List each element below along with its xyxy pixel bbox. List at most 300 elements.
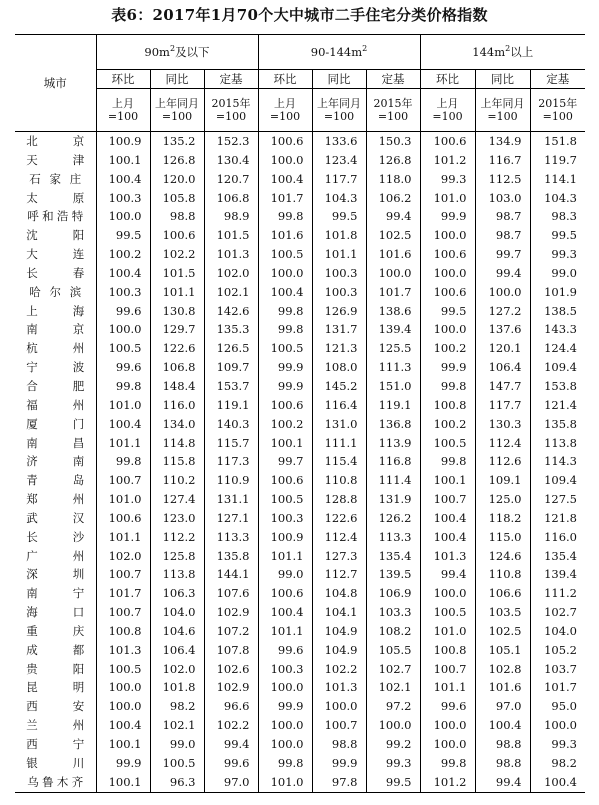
value-cell: 135.8 bbox=[530, 415, 585, 434]
subheader-2-0: 环比 bbox=[420, 70, 475, 89]
value-cell: 115.7 bbox=[204, 434, 258, 453]
value-cell: 139.4 bbox=[530, 565, 585, 584]
value-cell: 113.3 bbox=[366, 528, 420, 547]
value-cell: 111.2 bbox=[530, 584, 585, 603]
value-cell: 99.3 bbox=[420, 170, 475, 189]
value-cell: 100.0 bbox=[96, 697, 150, 716]
value-cell: 138.6 bbox=[366, 302, 420, 321]
table-title: 表6：2017年1月70个大中城市二手住宅分类价格指数 bbox=[111, 6, 488, 24]
table-row bbox=[15, 151, 585, 170]
value-cell: 100.1 bbox=[96, 735, 150, 754]
value-cell: 100.6 bbox=[258, 471, 312, 490]
value-cell: 100.0 bbox=[420, 264, 475, 283]
city-cell bbox=[15, 584, 96, 603]
value-cell: 100.4 bbox=[96, 716, 150, 735]
value-cell: 102.6 bbox=[204, 660, 258, 679]
value-cell: 99.9 bbox=[258, 358, 312, 377]
value-cell: 124.6 bbox=[475, 547, 530, 566]
value-cell: 101.1 bbox=[150, 283, 204, 302]
base-header-1-1: 上年同月 =100 bbox=[312, 89, 366, 132]
value-cell: 99.0 bbox=[150, 735, 204, 754]
value-cell: 99.9 bbox=[312, 754, 366, 773]
table-row bbox=[15, 339, 585, 358]
value-cell: 148.4 bbox=[150, 377, 204, 396]
value-cell: 100.3 bbox=[258, 509, 312, 528]
value-cell: 107.6 bbox=[204, 584, 258, 603]
city-cell bbox=[15, 622, 96, 641]
value-cell: 101.6 bbox=[475, 678, 530, 697]
value-cell: 102.9 bbox=[204, 678, 258, 697]
value-cell: 127.3 bbox=[312, 547, 366, 566]
value-cell: 100.5 bbox=[96, 339, 150, 358]
value-cell: 101.6 bbox=[366, 245, 420, 264]
value-cell: 99.9 bbox=[420, 358, 475, 377]
value-cell: 100.7 bbox=[420, 660, 475, 679]
value-cell: 102.1 bbox=[150, 716, 204, 735]
value-cell: 101.3 bbox=[96, 641, 150, 660]
value-cell: 99.4 bbox=[475, 264, 530, 283]
city-name: 郑州 bbox=[26, 492, 85, 507]
table-row bbox=[15, 396, 585, 415]
value-cell: 103.5 bbox=[475, 603, 530, 622]
city-name: 合肥 bbox=[26, 378, 85, 393]
subheader-0-0: 环比 bbox=[96, 70, 150, 89]
value-cell: 98.3 bbox=[530, 207, 585, 226]
value-cell: 100.0 bbox=[258, 716, 312, 735]
value-cell: 123.4 bbox=[312, 151, 366, 170]
subheader-2-2: 定基 bbox=[530, 70, 585, 89]
value-cell: 100.4 bbox=[96, 170, 150, 189]
value-cell: 130.8 bbox=[150, 302, 204, 321]
value-cell: 100.7 bbox=[96, 565, 150, 584]
city-name: 长沙 bbox=[26, 529, 85, 544]
value-cell: 106.4 bbox=[150, 641, 204, 660]
value-cell: 100.3 bbox=[96, 283, 150, 302]
city-cell bbox=[15, 509, 96, 528]
value-cell: 100.6 bbox=[420, 245, 475, 264]
value-cell: 100.0 bbox=[420, 735, 475, 754]
value-cell: 104.3 bbox=[312, 189, 366, 208]
table-row bbox=[15, 697, 585, 716]
subheader-0-2: 定基 bbox=[204, 70, 258, 89]
value-cell: 109.7 bbox=[204, 358, 258, 377]
value-cell: 113.3 bbox=[204, 528, 258, 547]
value-cell: 101.3 bbox=[204, 245, 258, 264]
value-cell: 128.8 bbox=[312, 490, 366, 509]
value-cell: 99.9 bbox=[96, 754, 150, 773]
value-cell: 100.0 bbox=[258, 678, 312, 697]
value-cell: 117.7 bbox=[312, 170, 366, 189]
value-cell: 152.3 bbox=[204, 132, 258, 151]
value-cell: 104.0 bbox=[530, 622, 585, 641]
city-name: 西安 bbox=[26, 699, 85, 714]
value-cell: 99.6 bbox=[258, 641, 312, 660]
table-row bbox=[15, 603, 585, 622]
city-cell bbox=[15, 434, 96, 453]
value-cell: 135.4 bbox=[366, 547, 420, 566]
value-cell: 100.7 bbox=[96, 603, 150, 622]
value-cell: 115.4 bbox=[312, 452, 366, 471]
table-row bbox=[15, 528, 585, 547]
value-cell: 101.7 bbox=[366, 283, 420, 302]
value-cell: 99.5 bbox=[96, 226, 150, 245]
table-row bbox=[15, 434, 585, 453]
value-cell: 102.2 bbox=[150, 245, 204, 264]
value-cell: 97.0 bbox=[204, 773, 258, 792]
value-cell: 100.5 bbox=[150, 754, 204, 773]
value-cell: 98.8 bbox=[475, 754, 530, 773]
value-cell: 102.8 bbox=[475, 660, 530, 679]
value-cell: 100.5 bbox=[258, 339, 312, 358]
value-cell: 109.4 bbox=[530, 471, 585, 490]
value-cell: 99.8 bbox=[258, 320, 312, 339]
city-name: 上海 bbox=[26, 303, 85, 318]
value-cell: 125.0 bbox=[475, 490, 530, 509]
value-cell: 138.5 bbox=[530, 302, 585, 321]
value-cell: 99.4 bbox=[420, 565, 475, 584]
value-cell: 102.0 bbox=[204, 264, 258, 283]
table-row bbox=[15, 622, 585, 641]
table-row bbox=[15, 660, 585, 679]
value-cell: 153.7 bbox=[204, 377, 258, 396]
value-cell: 96.6 bbox=[204, 697, 258, 716]
city-cell bbox=[15, 678, 96, 697]
value-cell: 111.4 bbox=[366, 471, 420, 490]
value-cell: 144.1 bbox=[204, 565, 258, 584]
value-cell: 100.1 bbox=[96, 151, 150, 170]
value-cell: 104.8 bbox=[312, 584, 366, 603]
value-cell: 135.3 bbox=[204, 320, 258, 339]
value-cell: 126.9 bbox=[312, 302, 366, 321]
value-cell: 151.8 bbox=[530, 132, 585, 151]
value-cell: 104.3 bbox=[530, 189, 585, 208]
value-cell: 101.1 bbox=[420, 678, 475, 697]
city-name: 银川 bbox=[26, 755, 85, 770]
value-cell: 100.3 bbox=[96, 189, 150, 208]
value-cell: 121.8 bbox=[530, 509, 585, 528]
value-cell: 153.8 bbox=[530, 377, 585, 396]
value-cell: 96.3 bbox=[150, 773, 204, 792]
value-cell: 98.2 bbox=[530, 754, 585, 773]
value-cell: 100.0 bbox=[420, 226, 475, 245]
value-cell: 100.0 bbox=[96, 207, 150, 226]
value-cell: 99.8 bbox=[258, 302, 312, 321]
city-name: 重庆 bbox=[26, 623, 85, 638]
value-cell: 100.3 bbox=[258, 660, 312, 679]
value-cell: 99.8 bbox=[420, 754, 475, 773]
value-cell: 100.7 bbox=[312, 716, 366, 735]
city-cell bbox=[15, 189, 96, 208]
table-row bbox=[15, 415, 585, 434]
city-name: 西宁 bbox=[26, 737, 85, 751]
value-cell: 106.8 bbox=[204, 189, 258, 208]
table-row bbox=[15, 678, 585, 697]
value-cell: 102.1 bbox=[366, 678, 420, 697]
value-cell: 116.0 bbox=[530, 528, 585, 547]
value-cell: 102.0 bbox=[96, 547, 150, 566]
value-cell: 102.0 bbox=[150, 660, 204, 679]
value-cell: 98.9 bbox=[204, 207, 258, 226]
value-cell: 108.2 bbox=[366, 622, 420, 641]
city-cell bbox=[15, 603, 96, 622]
value-cell: 100.6 bbox=[420, 132, 475, 151]
value-cell: 100.5 bbox=[258, 245, 312, 264]
value-cell: 135.2 bbox=[150, 132, 204, 151]
value-cell: 98.7 bbox=[475, 207, 530, 226]
group-header-medium: $90-144m^2$ bbox=[258, 35, 420, 70]
city-cell bbox=[15, 151, 96, 170]
value-cell: 97.0 bbox=[475, 697, 530, 716]
table-row bbox=[15, 302, 585, 321]
value-cell: 100.5 bbox=[258, 490, 312, 509]
value-cell: 100.2 bbox=[258, 415, 312, 434]
value-cell: 95.0 bbox=[530, 697, 585, 716]
value-cell: 111.3 bbox=[366, 358, 420, 377]
value-cell: 100.4 bbox=[96, 264, 150, 283]
value-cell: 102.7 bbox=[366, 660, 420, 679]
value-cell: 104.1 bbox=[312, 603, 366, 622]
value-cell: 100.0 bbox=[475, 283, 530, 302]
city-name: 兰州 bbox=[26, 718, 85, 733]
city-cell bbox=[15, 226, 96, 245]
city-name: 大连 bbox=[26, 247, 85, 262]
value-cell: 113.9 bbox=[366, 434, 420, 453]
value-cell: 100.6 bbox=[96, 509, 150, 528]
value-cell: 130.4 bbox=[204, 151, 258, 170]
city-cell bbox=[15, 207, 96, 226]
value-cell: 140.3 bbox=[204, 415, 258, 434]
value-cell: 105.5 bbox=[366, 641, 420, 660]
value-cell: 99.5 bbox=[366, 773, 420, 792]
city-name: 杭州 bbox=[26, 341, 85, 356]
value-cell: 115.0 bbox=[475, 528, 530, 547]
value-cell: 102.5 bbox=[366, 226, 420, 245]
value-cell: 100.1 bbox=[96, 773, 150, 792]
value-cell: 126.2 bbox=[366, 509, 420, 528]
value-cell: 99.4 bbox=[475, 773, 530, 792]
value-cell: 100.0 bbox=[258, 735, 312, 754]
city-name: 广州 bbox=[26, 548, 85, 563]
value-cell: 100.4 bbox=[96, 415, 150, 434]
base-header-0-0: 上月 =100 bbox=[96, 89, 150, 132]
city-name: 长春 bbox=[26, 265, 85, 280]
value-cell: 118.0 bbox=[366, 170, 420, 189]
value-cell: 99.8 bbox=[420, 377, 475, 396]
value-cell: 122.6 bbox=[150, 339, 204, 358]
base-header-2-1: 上年同月 =100 bbox=[475, 89, 530, 132]
value-cell: 107.2 bbox=[204, 622, 258, 641]
value-cell: 126.8 bbox=[366, 151, 420, 170]
value-cell: 98.8 bbox=[150, 207, 204, 226]
value-cell: 101.9 bbox=[530, 283, 585, 302]
value-cell: 100.4 bbox=[530, 773, 585, 792]
table-row bbox=[15, 170, 585, 189]
city-cell bbox=[15, 245, 96, 264]
value-cell: 119.1 bbox=[204, 396, 258, 415]
value-cell: 105.8 bbox=[150, 189, 204, 208]
table-row bbox=[15, 754, 585, 773]
value-cell: 100.6 bbox=[150, 226, 204, 245]
value-cell: 117.3 bbox=[204, 452, 258, 471]
value-cell: 131.0 bbox=[312, 415, 366, 434]
value-cell: 99.4 bbox=[204, 735, 258, 754]
value-cell: 99.9 bbox=[258, 697, 312, 716]
value-cell: 100.0 bbox=[366, 264, 420, 283]
value-cell: 101.5 bbox=[150, 264, 204, 283]
value-cell: 99.8 bbox=[96, 452, 150, 471]
base-header-0-1: 上年同月 =100 bbox=[150, 89, 204, 132]
city-name: 昆明 bbox=[26, 680, 85, 695]
value-cell: 100.8 bbox=[420, 396, 475, 415]
value-cell: 101.5 bbox=[204, 226, 258, 245]
table-row bbox=[15, 735, 585, 754]
value-cell: 101.1 bbox=[96, 528, 150, 547]
value-cell: 101.0 bbox=[420, 622, 475, 641]
value-cell: 101.0 bbox=[420, 189, 475, 208]
value-cell: 100.6 bbox=[258, 396, 312, 415]
value-cell: 120.0 bbox=[150, 170, 204, 189]
city-cell bbox=[15, 358, 96, 377]
value-cell: 101.7 bbox=[530, 678, 585, 697]
city-name: 太原 bbox=[26, 190, 85, 205]
base-header-0-2: 2015年 =100 bbox=[204, 89, 258, 132]
value-cell: 111.1 bbox=[312, 434, 366, 453]
value-cell: 100.4 bbox=[258, 283, 312, 302]
city-cell bbox=[15, 528, 96, 547]
value-cell: 101.2 bbox=[420, 151, 475, 170]
subheader-1-2: 定基 bbox=[366, 70, 420, 89]
value-cell: 99.5 bbox=[312, 207, 366, 226]
value-cell: 100.2 bbox=[420, 415, 475, 434]
city-name: 哈尔滨 bbox=[29, 284, 82, 299]
value-cell: 137.6 bbox=[475, 320, 530, 339]
table-row bbox=[15, 245, 585, 264]
value-cell: 136.8 bbox=[366, 415, 420, 434]
value-cell: 150.3 bbox=[366, 132, 420, 151]
value-cell: 100.6 bbox=[420, 283, 475, 302]
value-cell: 116.7 bbox=[475, 151, 530, 170]
group-header-large: $144m^2$以上 bbox=[420, 35, 585, 70]
value-cell: 126.5 bbox=[204, 339, 258, 358]
value-cell: 131.1 bbox=[204, 490, 258, 509]
value-cell: 101.7 bbox=[96, 584, 150, 603]
value-cell: 131.7 bbox=[312, 320, 366, 339]
city-name: 青岛 bbox=[26, 473, 85, 488]
value-cell: 110.2 bbox=[150, 471, 204, 490]
table-row bbox=[15, 452, 585, 471]
city-cell bbox=[15, 754, 96, 773]
table-row bbox=[15, 132, 585, 151]
value-cell: 99.8 bbox=[96, 377, 150, 396]
value-cell: 100.0 bbox=[420, 716, 475, 735]
value-cell: 104.0 bbox=[150, 603, 204, 622]
value-cell: 134.9 bbox=[475, 132, 530, 151]
value-cell: 118.2 bbox=[475, 509, 530, 528]
value-cell: 102.7 bbox=[530, 603, 585, 622]
table-row bbox=[15, 471, 585, 490]
value-cell: 100.3 bbox=[312, 283, 366, 302]
value-cell: 99.2 bbox=[366, 735, 420, 754]
value-cell: 142.6 bbox=[204, 302, 258, 321]
table-row bbox=[15, 226, 585, 245]
value-cell: 129.7 bbox=[150, 320, 204, 339]
value-cell: 100.0 bbox=[258, 264, 312, 283]
value-cell: 100.6 bbox=[258, 132, 312, 151]
value-cell: 122.6 bbox=[312, 509, 366, 528]
city-cell bbox=[15, 490, 96, 509]
value-cell: 116.8 bbox=[366, 452, 420, 471]
city-name: 北京 bbox=[26, 134, 85, 148]
value-cell: 104.9 bbox=[312, 622, 366, 641]
value-cell: 139.4 bbox=[366, 320, 420, 339]
value-cell: 130.3 bbox=[475, 415, 530, 434]
city-name: 武汉 bbox=[26, 510, 85, 525]
value-cell: 101.3 bbox=[420, 547, 475, 566]
value-cell: 101.8 bbox=[312, 226, 366, 245]
value-cell: 110.8 bbox=[475, 565, 530, 584]
value-cell: 101.3 bbox=[312, 678, 366, 697]
value-cell: 102.2 bbox=[204, 716, 258, 735]
value-cell: 98.7 bbox=[475, 226, 530, 245]
city-name: 南昌 bbox=[26, 435, 85, 450]
value-cell: 115.8 bbox=[150, 452, 204, 471]
city-name: 宁波 bbox=[26, 360, 85, 375]
value-cell: 112.2 bbox=[150, 528, 204, 547]
value-cell: 99.8 bbox=[420, 452, 475, 471]
value-cell: 100.2 bbox=[96, 245, 150, 264]
city-cell bbox=[15, 132, 96, 151]
value-cell: 108.0 bbox=[312, 358, 366, 377]
value-cell: 97.2 bbox=[366, 697, 420, 716]
price-index-table bbox=[15, 34, 585, 793]
value-cell: 114.1 bbox=[530, 170, 585, 189]
city-name: 福州 bbox=[26, 397, 85, 412]
value-cell: 113.8 bbox=[150, 565, 204, 584]
value-cell: 100.0 bbox=[420, 320, 475, 339]
value-cell: 135.4 bbox=[530, 547, 585, 566]
value-cell: 100.1 bbox=[258, 434, 312, 453]
value-cell: 105.2 bbox=[530, 641, 585, 660]
value-cell: 106.3 bbox=[150, 584, 204, 603]
table-row bbox=[15, 283, 585, 302]
city-name: 乌鲁木齐 bbox=[27, 774, 84, 789]
city-name: 石家庄 bbox=[29, 171, 82, 186]
value-cell: 100.0 bbox=[96, 320, 150, 339]
value-cell: 101.2 bbox=[420, 773, 475, 792]
value-cell: 104.6 bbox=[150, 622, 204, 641]
value-cell: 101.8 bbox=[150, 678, 204, 697]
value-cell: 99.5 bbox=[420, 302, 475, 321]
value-cell: 126.8 bbox=[150, 151, 204, 170]
value-cell: 100.5 bbox=[96, 660, 150, 679]
table-row bbox=[15, 207, 585, 226]
table-row bbox=[15, 773, 585, 792]
value-cell: 112.7 bbox=[312, 565, 366, 584]
value-cell: 106.2 bbox=[366, 189, 420, 208]
value-cell: 109.4 bbox=[530, 358, 585, 377]
city-cell bbox=[15, 396, 96, 415]
value-cell: 105.1 bbox=[475, 641, 530, 660]
value-cell: 102.9 bbox=[204, 603, 258, 622]
value-cell: 101.1 bbox=[96, 434, 150, 453]
value-cell: 100.4 bbox=[258, 170, 312, 189]
subheader-1-0: 环比 bbox=[258, 70, 312, 89]
table-row bbox=[15, 264, 585, 283]
subheader-1-1: 同比 bbox=[312, 70, 366, 89]
value-cell: 124.4 bbox=[530, 339, 585, 358]
value-cell: 101.0 bbox=[96, 396, 150, 415]
value-cell: 100.6 bbox=[258, 584, 312, 603]
